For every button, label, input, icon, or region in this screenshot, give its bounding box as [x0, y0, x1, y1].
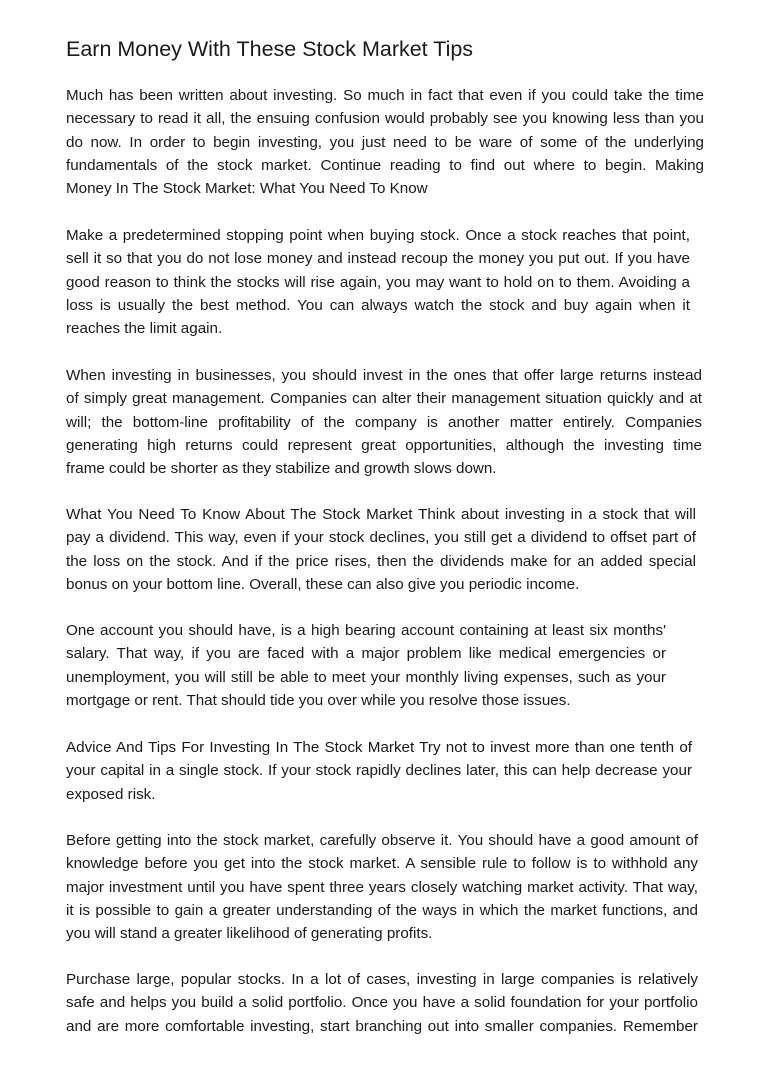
text-line: sell it so that you do not lose money and instead recoup the money you put out. If you have — [66, 250, 690, 268]
text-line: reaches the limit again. — [66, 320, 223, 338]
paragraph-intro — [66, 84, 704, 200]
text-line: your capital in a single stock. If your stock rapidly declines later, this can help decrease your — [66, 762, 692, 780]
paragraph-popular-stocks — [66, 968, 698, 1038]
text-line: fundamentals of the stock market. Continue reading to find out where to begin. Making — [66, 156, 704, 174]
paragraph-advice-tips — [66, 736, 692, 806]
text-line: mortgage or rent. That should tide you over while you resolve those issues. — [66, 691, 571, 709]
text-line: What You Need To Know About The Stock Market Think about investing in a stock that will — [66, 506, 696, 523]
text-line: One account you should have, is a high bearing account containing at least six months' — [66, 622, 666, 639]
text-line: and are more comfortable investing, start branching out into smaller companies. Remember — [66, 1017, 698, 1035]
text-line: knowledge before you get into the stock market. A sensible rule to follow is to withhold any — [66, 855, 698, 873]
text-line: generating high returns could represent great opportunities, although the investing time — [66, 436, 702, 454]
text-line: you will stand a greater likelihood of generating profits. — [66, 925, 433, 943]
text-line: pay a dividend. This way, even if your stock declines, you still get a dividend to offset part of — [66, 529, 696, 547]
paragraph-savings-account — [66, 619, 666, 712]
text-line: When investing in businesses, you should invest in the ones that offer large returns instead — [66, 367, 702, 384]
document-title: Earn Money With These Stock Market Tips — [66, 37, 474, 61]
paragraph-stopping-point — [66, 224, 690, 340]
text-line: of simply great management. Companies can alter their management situation quickly and at — [66, 390, 702, 408]
text-line: Before getting into the stock market, carefully observe it. You should have a good amount of — [66, 832, 698, 849]
text-line: Advice And Tips For Investing In The Stock Market Try not to invest more than one tenth of — [66, 739, 692, 756]
text-line: the loss on the stock. And if the price rises, then the dividends make for an added special — [66, 552, 696, 570]
text-line: it is possible to gain a greater understanding of the ways in which the market functions, and — [66, 901, 698, 919]
text-line: Money In The Stock Market: What You Need To Know — [66, 180, 428, 198]
text-line: necessary to read it all, the ensuing confusion would probably see you knowing less than you — [66, 110, 704, 128]
paragraph-returns — [66, 364, 702, 480]
text-line: good reason to think the stocks will rise again, you may want to hold on to them. Avoiding a — [66, 273, 690, 291]
text-line: bonus on your bottom line. Overall, these can also give you periodic income. — [66, 575, 580, 593]
text-line: exposed risk. — [66, 785, 156, 803]
text-line: frame could be shorter as they stabilize and growth slows down. — [66, 460, 497, 478]
text-line: safe and helps you build a solid portfolio. Once you have a solid foundation for your portfolio — [66, 994, 698, 1012]
text-line: Purchase large, popular stocks. In a lot of cases, investing in large companies is relatively — [66, 971, 698, 988]
text-line: do now. In order to begin investing, you just need to be ware of some of the underlying — [66, 133, 704, 151]
text-line: Make a predetermined stopping point when buying stock. Once a stock reaches that point, — [66, 227, 690, 244]
text-line: will; the bottom-line profitability of the company is another matter entirely. Companies — [66, 413, 702, 431]
text-line: Much has been written about investing. So much in fact that even if you could take the time — [66, 87, 704, 104]
text-line: salary. That way, if you are faced with a major problem like medical emergencies or — [66, 645, 666, 663]
text-line: loss is usually the best method. You can always watch the stock and buy again when it — [66, 296, 690, 314]
text-line: major investment until you have spent three years closely watching market activity. That way, — [66, 878, 698, 896]
paragraph-observe-market — [66, 829, 698, 945]
text-line: unemployment, you will still be able to meet your monthly living expenses, such as your — [66, 668, 666, 686]
paragraph-dividend — [66, 503, 696, 596]
